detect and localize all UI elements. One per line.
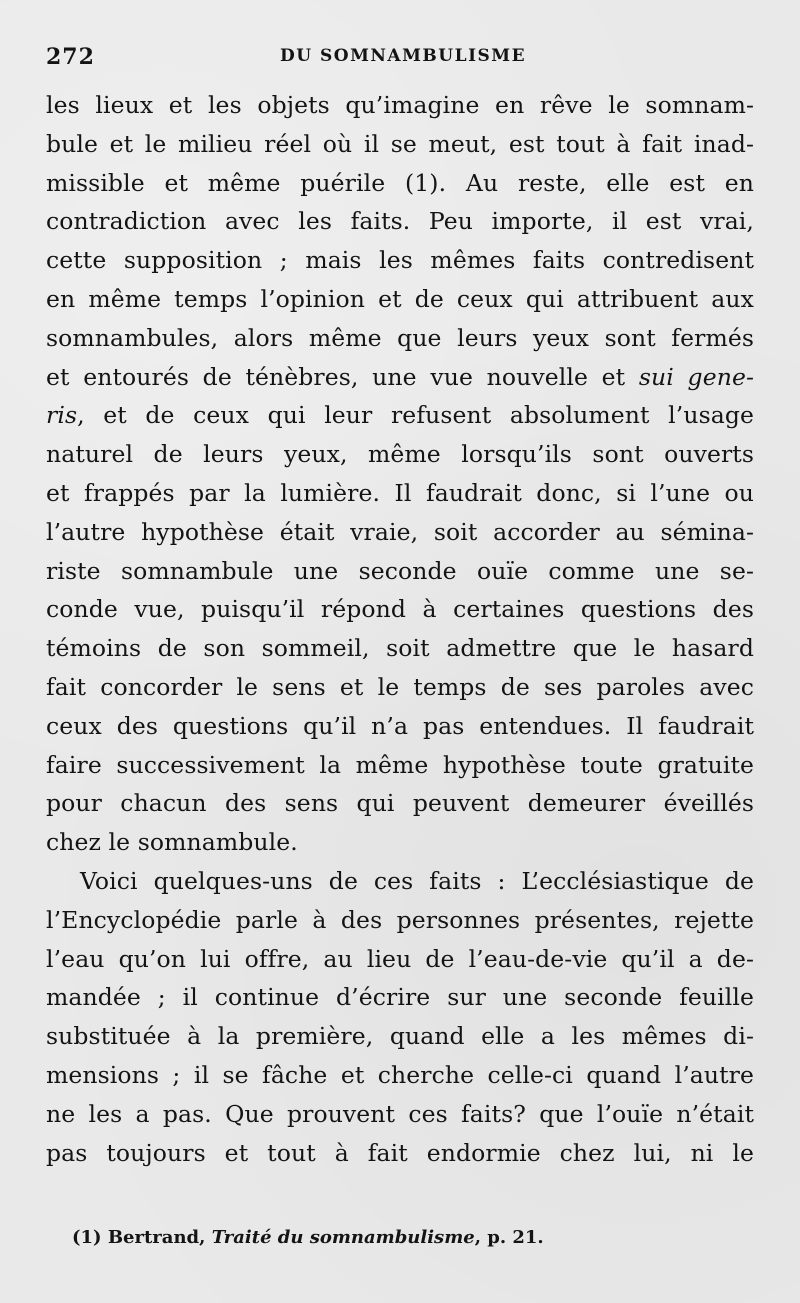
text-line-12: l’autre hypothèse était vraie, soit accorder au sémina- xyxy=(46,517,754,546)
text-line-15: témoins de son sommeil, soit admettre que le hasard xyxy=(46,634,754,663)
text-line-18: faire successivement la même hypothèse toute gratuite xyxy=(46,750,754,779)
text-line-22: l’Encyclopédie parle à des personnes présentes, rejette xyxy=(46,905,754,934)
page-number: 272 xyxy=(46,44,95,70)
footnote-title: Traité du somnambulisme xyxy=(211,1227,475,1248)
text-line-10: naturel de leurs yeux, même lorsqu’ils sont ouverts xyxy=(46,440,754,469)
footnote-rest: , p. 21. xyxy=(474,1227,544,1248)
text-line-21: Voici quelques-uns de ces faits : L’ecclésiastique de xyxy=(80,866,754,895)
text-line-25: substituée à la première, quand elle a les mêmes di- xyxy=(46,1022,754,1051)
text-line-7: somnambules, alors même que leurs yeux sont fermés xyxy=(46,323,754,352)
text-line-17: ceux des questions qu’il n’a pas entendues. Il faudrait xyxy=(46,711,754,740)
text-line-23: l’eau qu’on lui offre, au lieu de l’eau-de-vie qu’il a de- xyxy=(46,944,754,973)
text-line-4: contradiction avec les faits. Peu importe, il est vrai, xyxy=(46,207,754,236)
text-line-27: ne les a pas. Que prouvent ces faits? que l’ouïe n’était xyxy=(46,1099,754,1128)
footnote-marker: (1) xyxy=(72,1227,102,1248)
page-header xyxy=(46,44,754,72)
text-line-9 xyxy=(46,396,754,435)
text-line-9-roman: , et de ceux qui leur refusent absolument l’usage xyxy=(77,401,754,430)
text-line-8 xyxy=(46,358,754,397)
text-line-3: missible et même puérile (1). Au reste, elle est en xyxy=(46,168,754,197)
text-line-9-italic: ris xyxy=(46,401,78,430)
text-line-16: fait concorder le sens et le temps de ses paroles avec xyxy=(46,672,754,701)
footnote xyxy=(72,1224,752,1252)
footnote-author: Bertrand, xyxy=(107,1227,206,1248)
text-line-26: mensions ; il se fâche et cherche celle-ci quand l’autre xyxy=(46,1060,754,1089)
text-line-2: bule et le milieu réel où il se meut, est tout à fait inad- xyxy=(46,129,754,158)
text-line-24: mandée ; il continue d’écrire sur une seconde feuille xyxy=(46,983,754,1012)
body-text xyxy=(46,86,754,1172)
text-line-5: cette supposition ; mais les mêmes faits contredisent xyxy=(46,246,754,275)
text-line-19: pour chacun des sens qui peuvent demeurer éveillés xyxy=(46,789,754,818)
text-line-1: les lieux et les objets qu’imagine en rêve le somnam- xyxy=(46,91,754,119)
text-line-13: riste somnambule une seconde ouïe comme une se- xyxy=(46,556,754,585)
text-line-11: et frappés par la lumière. Il faudrait donc, si l’une ou xyxy=(46,478,754,507)
text-line-6: en même temps l’opinion et de ceux qui attribuent aux xyxy=(46,284,754,313)
text-line-20: chez le somnambule. xyxy=(46,828,298,857)
running-title: DU SOMNAMBULISME xyxy=(280,46,527,66)
text-line-14: conde vue, puisqu’il répond à certaines questions des xyxy=(46,595,754,624)
text-line-8-italic: sui gene- xyxy=(638,362,754,391)
text-line-8-roman: et entourés de ténèbres, une vue nouvelle et xyxy=(46,362,639,391)
text-line-28: pas toujours et tout à fait endormie chez lui, ni le xyxy=(46,1138,754,1167)
